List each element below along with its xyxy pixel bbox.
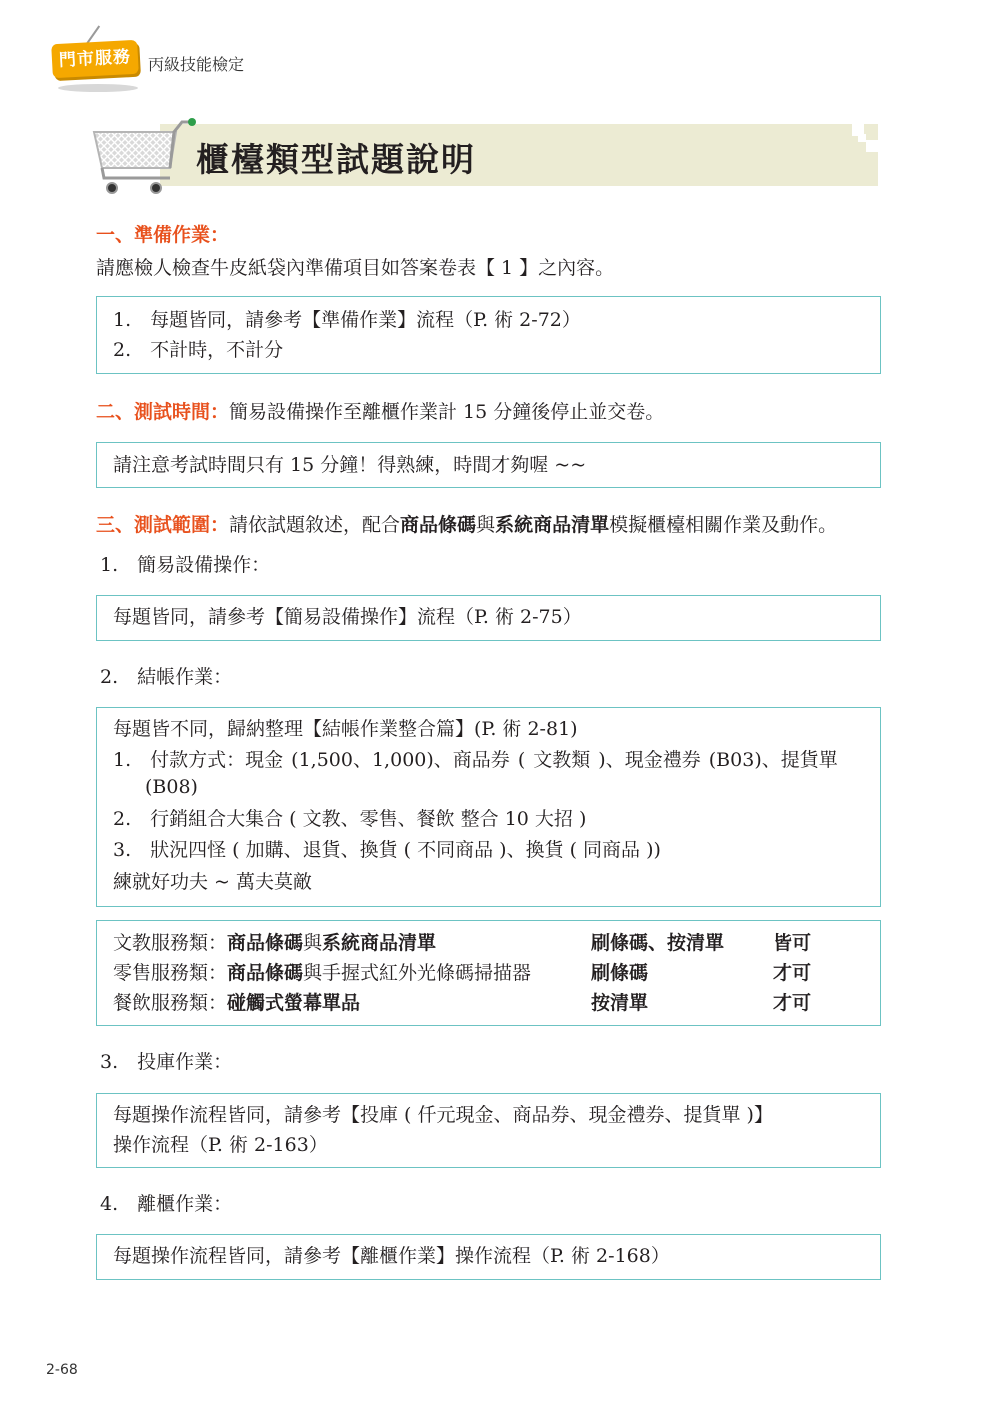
- section-2-heading: 二、測試時間：: [96, 401, 230, 423]
- box-line: 請注意考試時間只有 15 分鐘！得熟練，時間才夠喔 ~~: [113, 454, 587, 476]
- subsection-1-box: [96, 595, 881, 641]
- service-row: [113, 928, 436, 958]
- box-line: (B08): [145, 776, 198, 798]
- page-number: 2-68: [46, 1362, 78, 1378]
- box-line: 操作流程（P. 術 2-163）: [113, 1134, 328, 1156]
- box-line: 1. 每題皆同，請參考【準備作業】流程（P. 術 2-72）: [113, 309, 581, 331]
- box-line: 每題皆不同，歸納整理【結帳作業整合篇】(P. 術 2-81): [113, 718, 578, 740]
- box-line: 練就好功夫 ~ 萬夫莫敵: [113, 871, 312, 893]
- bold-term: 商品條碼: [227, 932, 304, 954]
- bold-term: 商品條碼: [227, 962, 304, 984]
- service-type: 零售服務類：: [113, 962, 228, 984]
- shopping-cart-icon: [90, 118, 200, 198]
- box-line: 每題操作流程皆同，請參考【投庫 ( 仟元現金、商品券、現金禮券、提貨單 )】: [113, 1104, 773, 1126]
- banner-decoration: [866, 140, 878, 152]
- subsection-3-label: 3. 投庫作業：: [100, 1051, 233, 1073]
- banner-decoration: [858, 134, 866, 142]
- bold-term: 商品條碼: [400, 514, 477, 536]
- subsection-3-box: [96, 1093, 881, 1168]
- service-text: 與手握式紅外光條碼掃描器: [303, 962, 532, 984]
- box-line: 2. 不計時，不計分: [113, 339, 284, 361]
- subsection-4-box: [96, 1234, 881, 1280]
- bold-term: 碰觸式螢幕單品: [227, 992, 361, 1014]
- service-row: [113, 988, 360, 1018]
- subsection-2-label: 2. 結帳作業：: [100, 666, 233, 688]
- box-line: 每題操作流程皆同，請參考【離櫃作業】操作流程（P. 術 2-168）: [113, 1245, 670, 1267]
- service-text: 與: [303, 932, 323, 954]
- section-tag: 門市服務: [51, 40, 139, 78]
- service-result: 才可: [773, 992, 812, 1014]
- section-1-heading: 一、準備作業：: [96, 224, 230, 246]
- service-type: 餐飲服務類：: [113, 992, 228, 1014]
- certification-label: 丙級技能檢定: [148, 55, 245, 74]
- tag-shadow: [58, 84, 138, 92]
- service-type: 文教服務類：: [113, 932, 228, 954]
- subsection-1-label: 1. 簡易設備操作：: [100, 554, 271, 576]
- subsection-4-label: 4. 離櫃作業：: [100, 1193, 233, 1215]
- bold-term: 系統商品清單: [495, 514, 610, 536]
- service-row: [113, 958, 531, 988]
- service-action: 刷條碼: [591, 962, 649, 984]
- section-2-text: 簡易設備操作至離櫃作業計 15 分鐘後停止並交卷。: [229, 401, 665, 423]
- section-1-text: 請應檢人檢查牛皮紙袋內準備項目如答案卷表【 1 】之內容。: [96, 257, 615, 279]
- box-line: 3. 狀況四怪 ( 加購、退貨、換貨 ( 不同商品 )、換貨 ( 同商品 )): [113, 839, 661, 861]
- section-3-heading: 三、測試範圍：: [96, 514, 230, 536]
- box-line: 每題皆同，請參考【簡易設備操作】流程（P. 術 2-75）: [113, 606, 582, 628]
- bold-term: 系統商品清單: [322, 932, 437, 954]
- section-3-line: [96, 510, 837, 540]
- service-action: 刷條碼、按清單: [591, 932, 725, 954]
- service-result: 才可: [773, 962, 812, 984]
- service-table-box: [96, 920, 881, 1026]
- section-3-text: 與: [476, 514, 496, 536]
- subsection-2-box: [96, 707, 881, 907]
- box-line: 2. 行銷組合大集合 ( 文教、零售、餐飲 整合 10 大招 ): [113, 808, 587, 830]
- service-result: 皆可: [773, 932, 812, 954]
- box-line: 1. 付款方式：現金 (1,500、1,000)、商品券 ( 文教類 )、現金禮券 (B03)、提貨單: [113, 749, 838, 771]
- page-title: 櫃檯類型試題說明: [196, 140, 476, 179]
- section-2-box: [96, 442, 881, 488]
- service-action: 按清單: [591, 992, 649, 1014]
- section-3-text: 請依試題敘述，配合: [229, 514, 401, 536]
- section-1-box: [96, 296, 881, 374]
- section-2-line: [96, 397, 664, 427]
- section-3-text: 模擬櫃檯相關作業及動作。: [609, 514, 838, 536]
